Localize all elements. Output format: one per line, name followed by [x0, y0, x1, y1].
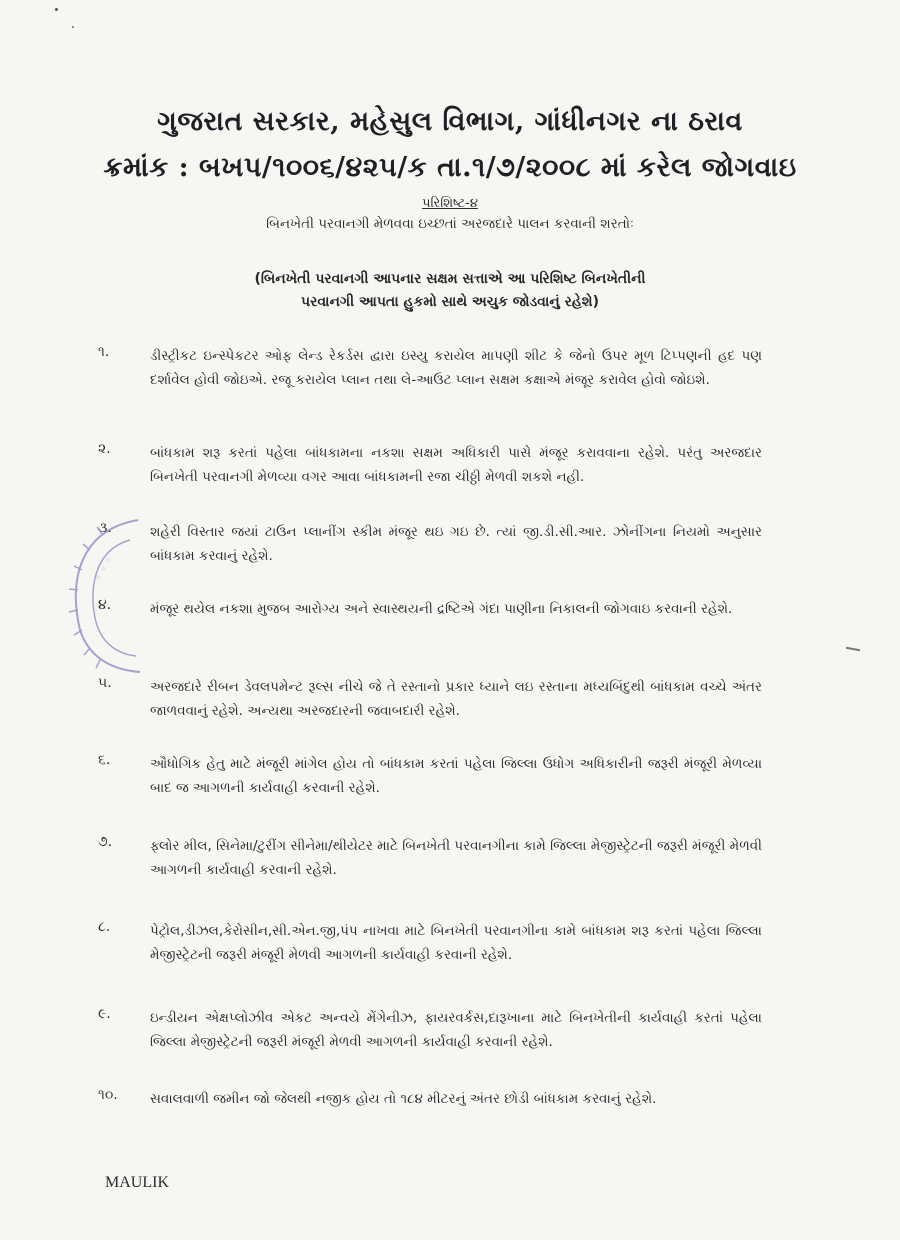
svg-text:◦ ◦ ◦: ◦ ◦ ◦	[91, 554, 116, 584]
condition-text: બાંધકામ શરૂ કરતાં પહેલા બાંધકામના નકશા સક્ષમ અધિકારી પાસે મંજૂર કરાવવાના રહેશે. પરંતુ અરજદાર બિનખેતી પરવાનગી મેળવ્યા વગર આવા બાંધકામની રજા ચીઠ્ઠી મેળવી શકશે નહી.	[150, 445, 762, 485]
scan-speck	[72, 26, 74, 28]
condition-text: ફ્લોર મીલ, સિનેમા/ટુરીંગ સીનેમા/થીયેટર માટે બિનખેતી પરવાનગીના કામે જિલ્લા મેજીસ્ટ્રેટની જરૂરી મંજૂરી મેળવી આગળની કાર્યવાહી કરવાની રહેશે.	[150, 838, 762, 878]
condition-number: ૪.	[98, 597, 112, 613]
title-line-1: ગુજરાત સરકાર, મહેસુલ વિભાગ, ગાંધીનગર ના ઠરાવ	[157, 106, 743, 137]
condition-text: પેટ્રોલ,ડીઝલ,કેરોસીન,સી.એન.જી,પંપ નાખવા માટે બિનખેતી પરવાનગીના કામે બાંધકામ શરૂ કરતાં પહેલા જિલ્લા મેજીસ્ટ્રેટની જરૂરી મંજૂરી મેળવી આગળની કાર્યવાહી કરવાની રહેશે.	[150, 923, 762, 963]
footer-signature: MAULIK	[105, 1174, 169, 1191]
scan-speck	[846, 647, 860, 651]
scan-speck	[55, 8, 58, 11]
condition-number: ૮.	[98, 919, 111, 935]
conditions-subtitle: બિનખેતી પરવાનગી મેળવવા ઇચ્છતાં અરજદારે પાલન કરવાની શરતોઃ	[266, 216, 634, 232]
condition-text: શહેરી વિસ્તાર જયાં ટાઉન પ્લાનીંગ સ્કીમ મંજૂર થઇ ગઇ છે. ત્યાં જી.ડી.સી.આર. ઝોનીંગના નિયમો અનુસાર બાંધકામ કરવાનું રહેશે.	[150, 524, 762, 564]
condition-number: ૭.	[98, 834, 113, 850]
condition-text: ઇન્ડીયન એક્ષપ્લોઝીવ એકટ અન્વયે મેંગેનીઝ, ફાયરવર્કસ,દારૂખાના માટે બિનખેતીની કાર્યવાહી કરતાં પહેલા જિલ્લા મેજીસ્ટ્રેટની જરૂરી મંજૂરી મેળવી આગળની કાર્યવાહી કરવાની રહેશે.	[150, 1010, 762, 1050]
condition-number: ૯.	[98, 1006, 111, 1022]
condition-text: મંજૂર થયેલ નકશા મુજબ આરોગ્ય અને સ્વાસ્થયની દ્રષ્ટિએ ગંદા પાણીના નિકાલની જોગવાઇ કરવાની રહેશે.	[150, 601, 733, 617]
condition-number: ૫.	[98, 675, 112, 691]
condition-number: ૩.	[98, 520, 112, 536]
note-line-1: (બિનખેતી પરવાનગી આપનાર સક્ષમ સત્તાએ આ પરિશિષ્ટ બિનખેતીની	[254, 271, 646, 287]
note-block	[150, 268, 750, 314]
note-line-2: પરવાનગી આપતા હુકમો સાથે અચુક જોડવાનું રહેશે)	[301, 294, 599, 310]
seal-stamp-icon	[60, 510, 150, 680]
annex-label: પરિશિષ્ટ-૪	[422, 196, 478, 211]
title-line-2: ક્રમાંક : બખપ/૧૦૦૬/૪૨૫/ક તા.૧/૭/૨૦૦૮ માં કરેલ જોગવાઇ	[103, 152, 797, 183]
condition-number: ૧.	[98, 344, 110, 360]
condition-text: ડીસ્ટ્રીકટ ઇન્સ્પેકટર ઓફ લેન્ડ રેકર્ડસ દ્વારા ઇસ્યુ કરાયેલ માપણી શીટ કે જેનો ઉપર મૂળ ટિપ્પણની હદ પણ દર્શાવેલ હોવી જોઇએ. રજૂ કરાયેલ પ્લાન તથા લે-આઉટ પ્લાન સક્ષમ કક્ષાએ મંજૂર કરાવેલ હોવો જોઇશે.	[150, 348, 762, 388]
condition-text: સવાલવાળી જમીન જો જેલથી નજીક હોય તો ૧૮૪ મીટરનું અંતર છોડી બાંધકામ કરવાનું રહેશે.	[150, 1091, 657, 1107]
condition-number: ૧૦.	[98, 1087, 118, 1103]
condition-text: ઔધોગિક હેતુ માટે મંજૂરી માંગેલ હોય તો બાંધકામ કરતાં પહેલા જિલ્લા ઉધોગ અધિકારીની જરૂરી મંજૂરી મેળવ્યા બાદ જ આગળની કાર્યવાહી કરવાની રહેશે.	[150, 756, 762, 796]
condition-text: અરજદારે રીબન ડેવલપમેન્ટ રૂલ્સ નીચે જે તે રસ્તાનો પ્રકાર ધ્યાને લઇ રસ્તાના મધ્યબિંદુથી બાંધકામ વચ્ચે અંતર જાળવવાનું રહેશે. અન્યથા અરજદારની જવાબદારી રહેશે.	[150, 679, 762, 719]
condition-number: ૬.	[98, 752, 111, 768]
condition-number: ૨.	[98, 441, 111, 457]
